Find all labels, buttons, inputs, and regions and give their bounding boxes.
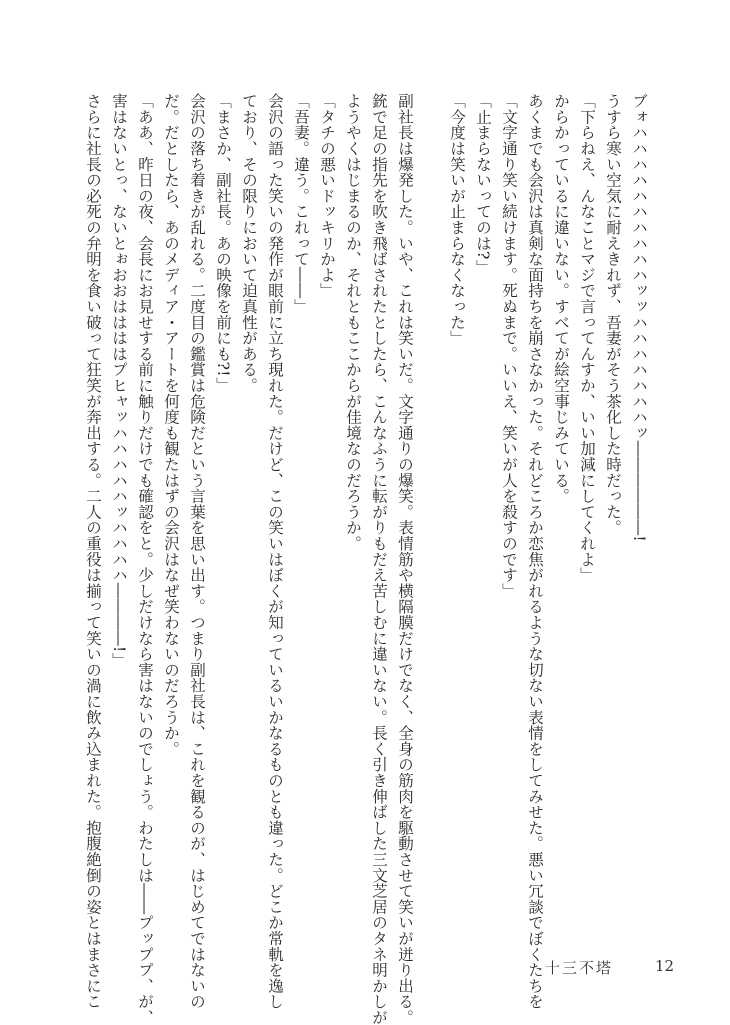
text-line: ブォハハハハハハハハハハッッハハハハハハハッ――――――! <box>630 93 648 542</box>
text-line: 「まさか、副社長。あの映像を前にも?!」 <box>214 93 232 393</box>
text-line: 会沢の落ち着きが乱れる。二度目の鑑賞は危険だという言葉を思い出す。つまり副社長は、これを観るのが、はじめてではないの <box>188 93 206 1010</box>
page-footer <box>0 957 730 981</box>
text-line: ようやくはじまるのか、それともここからが佳境なのだろうか。 <box>344 93 362 552</box>
text-line: 「下らねえ、んなことマジで言ってんすか、いい加減にしてくれよ」 <box>578 93 596 583</box>
text-line: 銃で足の指先を吹き飛ばされたとしたら、こんなふうに転がりもだえ苦しむに違いない。長く引き伸ばした三文芝居のタネ明かしが <box>370 93 388 1025</box>
text-line: あくまでも会沢は真剣な面持ちを崩さなかった。それどころか恋焦がれるような切ない表情をしてみせた。悪い冗談でぼくたちを <box>526 93 544 1010</box>
text-line: さらに社長の必死の弁明を食い破って狂笑が奔出する。二人の重役は揃って笑いの渦に飲み込まれた。抱腹絶倒の姿とはまさにこ <box>84 93 102 1010</box>
blank-line <box>418 93 444 953</box>
text-line: だ。だとしたら、あのメディア・アートを何度も観たはずの会沢はなぜ笑わないのだろうか。 <box>162 93 180 757</box>
text-line: 「タチの悪いドッキリかよ」 <box>318 93 336 299</box>
text-line: ており、その限りにおいて迫真性がある。 <box>240 93 258 394</box>
text-line: からかっているに違いない。すべてが絵空事じみている。 <box>552 93 570 504</box>
author-name: 十三不塔 <box>545 959 614 977</box>
text-line: 害はないとっ、ないとぉおおははははプヒャッハハハハハッハハハハ――――!」 <box>110 93 128 669</box>
text-line: 「今度は笑いが止まらなくなった」 <box>448 93 466 346</box>
text-line: 会沢の語った笑いの発作が眼前に立ち現れた。だけど、この笑いはぼくが知っているいかなるものとも違った。どこか常軌を逸し <box>266 93 284 1010</box>
text-line: 副社長は爆発した。いや、これは笑いだ。文字通りの爆笑。表情筋や横隔膜だけでなく、全身の筋肉を駆動させて笑いが迸り出る。 <box>396 93 414 1025</box>
text-line: 「吾妻。違う。これって――」 <box>292 93 310 315</box>
text-line: 「文字通り笑い続けます。死ぬまで。いいえ、笑いが人を殺すのです」 <box>500 93 518 599</box>
text-line: 「ああ、昨日の夜、会長にお見せする前に触りだけでも確認をと。少しだけなら害はないのでしょう。わたしは――プッププ、が、 <box>136 93 154 1025</box>
text-line: 「止まらないってのは?」 <box>474 93 492 276</box>
text-line: うすら寒い空気に耐えきれず、吾妻がそう茶化した時だった。 <box>604 93 622 536</box>
page-number: 12 <box>655 957 675 975</box>
